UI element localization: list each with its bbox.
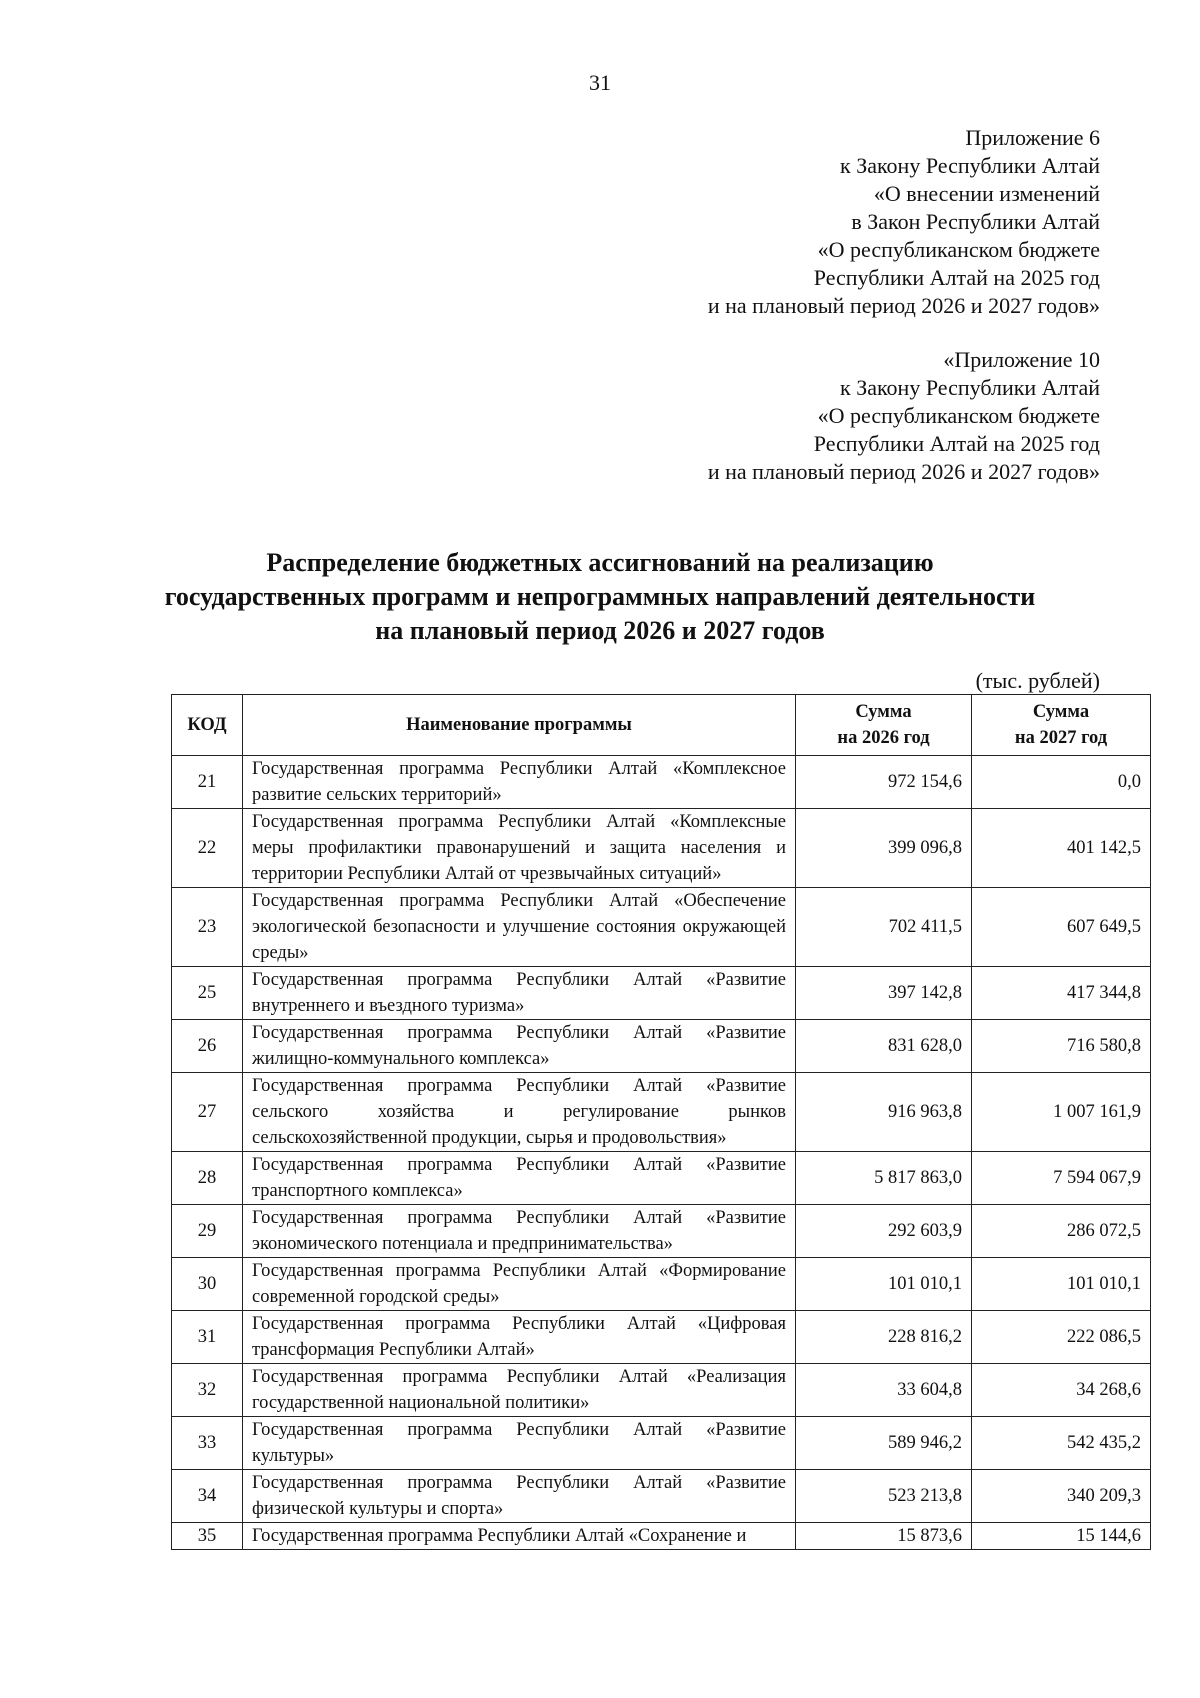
- appendix-line: и на плановый период 2026 и 2027 годов»: [707, 459, 1100, 484]
- sum-2027-cell: 15 144,6: [972, 1523, 1151, 1550]
- sum-2027-cell: 401 142,5: [972, 809, 1151, 888]
- header-sum-2027: [972, 695, 1151, 756]
- page-number: 31: [589, 70, 611, 95]
- program-name-cell: Государственная программа Республики Алтай «Обеспечение экологической безопасности и улучшение состояния окружающей среды»: [243, 888, 796, 967]
- program-name-cell: Государственная программа Республики Алтай «Комплексные меры профилактики правонарушений и защита населения и территории Республики Алтай от чрезвычайных ситуаций»: [243, 809, 796, 888]
- program-name-cell: Государственная программа Республики Алтай «Комплексное развитие сельских территорий»: [243, 756, 796, 809]
- sum-2027-cell: 607 649,5: [972, 888, 1151, 967]
- code-cell: 33: [172, 1417, 243, 1470]
- code-cell: 30: [172, 1258, 243, 1311]
- sum-2027-cell: 417 344,8: [972, 967, 1151, 1020]
- code-cell: 27: [172, 1073, 243, 1152]
- program-name-cell: Государственная программа Республики Алтай «Развитие экономического потенциала и предпринимательства»: [243, 1205, 796, 1258]
- title-line: Распределение бюджетных ассигнований на реализацию: [266, 548, 934, 577]
- appendix-line: Республики Алтай на 2025 год: [813, 265, 1100, 290]
- appendix-line: к Закону Республики Алтай: [840, 153, 1100, 178]
- sum-2026-cell: 523 213,8: [796, 1470, 972, 1523]
- code-cell: 34: [172, 1470, 243, 1523]
- table-row: [172, 967, 1151, 1020]
- sum-2026-cell: 101 010,1: [796, 1258, 972, 1311]
- header-sum-2026-line2: на 2026 год: [837, 728, 930, 748]
- table-row: [172, 888, 1151, 967]
- header-name: Наименование программы: [243, 695, 796, 756]
- program-name-cell: Государственная программа Республики Алтай «Развитие сельского хозяйства и регулирование рынков сельскохозяйственной продукции, сырья и продовольствия»: [243, 1073, 796, 1152]
- code-cell: 28: [172, 1152, 243, 1205]
- sum-2026-cell: 589 946,2: [796, 1417, 972, 1470]
- sum-2027-cell: 286 072,5: [972, 1205, 1151, 1258]
- table-row: [172, 756, 1151, 809]
- appendix-6-reference: [708, 124, 1100, 320]
- header-sum-2026: [796, 695, 972, 756]
- table-row: [172, 1417, 1151, 1470]
- code-cell: 21: [172, 756, 243, 809]
- table-row: [172, 1205, 1151, 1258]
- program-name-cell: Государственная программа Республики Алтай «Цифровая трансформация Республики Алтай»: [243, 1311, 796, 1364]
- unit-note: (тыс. рублей): [975, 668, 1100, 693]
- code-cell: 35: [172, 1523, 243, 1550]
- program-name-cell: Государственная программа Республики Алтай «Развитие физической культуры и спорта»: [243, 1470, 796, 1523]
- sum-2027-cell: 222 086,5: [972, 1311, 1151, 1364]
- sum-2027-cell: 1 007 161,9: [972, 1073, 1151, 1152]
- code-cell: 31: [172, 1311, 243, 1364]
- sum-2026-cell: 831 628,0: [796, 1020, 972, 1073]
- sum-2027-cell: 0,0: [972, 756, 1151, 809]
- sum-2027-cell: 340 209,3: [972, 1470, 1151, 1523]
- appendix-line: «Приложение 10: [943, 347, 1100, 372]
- budget-table: [171, 694, 1151, 1550]
- code-cell: 26: [172, 1020, 243, 1073]
- sum-2026-cell: 33 604,8: [796, 1364, 972, 1417]
- sum-2026-cell: 399 096,8: [796, 809, 972, 888]
- sum-2027-cell: 542 435,2: [972, 1417, 1151, 1470]
- sum-2026-cell: 15 873,6: [796, 1523, 972, 1550]
- appendix-10-reference: [708, 346, 1100, 486]
- sum-2026-cell: 397 142,8: [796, 967, 972, 1020]
- program-name-cell: Государственная программа Республики Алтай «Реализация государственной национальной политики»: [243, 1364, 796, 1417]
- sum-2026-cell: 702 411,5: [796, 888, 972, 967]
- table-row: [172, 1311, 1151, 1364]
- sum-2026-cell: 972 154,6: [796, 756, 972, 809]
- appendix-line: «О внесении изменений: [873, 181, 1100, 206]
- appendix-line: Республики Алтай на 2025 год: [813, 431, 1100, 456]
- sum-2027-cell: 7 594 067,9: [972, 1152, 1151, 1205]
- header-sum-2027-line2: на 2027 год: [1014, 728, 1108, 748]
- code-cell: 22: [172, 809, 243, 888]
- sum-2027-cell: 716 580,8: [972, 1020, 1151, 1073]
- appendix-line: к Закону Республики Алтай: [840, 375, 1100, 400]
- sum-2027-cell: 101 010,1: [972, 1258, 1151, 1311]
- table-row: [172, 1073, 1151, 1152]
- program-name-cell: Государственная программа Республики Алтай «Развитие жилищно-коммунального комплекса»: [243, 1020, 796, 1073]
- header-code: КОД: [172, 695, 243, 756]
- code-cell: 23: [172, 888, 243, 967]
- title-line: государственных программ и непрограммных направлений деятельности: [164, 582, 1036, 611]
- table-row: [172, 809, 1151, 888]
- title-line: на плановый период 2026 и 2027 годов: [375, 616, 825, 645]
- code-cell: 32: [172, 1364, 243, 1417]
- code-cell: 25: [172, 967, 243, 1020]
- sum-2027-cell: 34 268,6: [972, 1364, 1151, 1417]
- program-name-cell: Государственная программа Республики Алтай «Формирование современной городской среды»: [243, 1258, 796, 1311]
- table-row: [172, 1470, 1151, 1523]
- table-row: [172, 1152, 1151, 1205]
- table-header-row: [172, 695, 1151, 756]
- sum-2026-cell: 292 603,9: [796, 1205, 972, 1258]
- program-name-cell: Государственная программа Республики Алтай «Развитие внутреннего и въездного туризма»: [243, 967, 796, 1020]
- appendix-line: «О республиканском бюджете: [817, 403, 1100, 428]
- sum-2026-cell: 228 816,2: [796, 1311, 972, 1364]
- header-sum-2026-line1: Сумма: [855, 702, 912, 722]
- appendix-line: в Закон Республики Алтай: [851, 209, 1100, 234]
- program-name-cell: Государственная программа Республики Алтай «Развитие культуры»: [243, 1417, 796, 1470]
- header-sum-2027-line1: Сумма: [1032, 702, 1090, 722]
- appendix-line: и на плановый период 2026 и 2027 годов»: [707, 293, 1100, 318]
- document-title: [100, 546, 1100, 648]
- program-name-cell: Государственная программа Республики Алтай «Развитие транспортного комплекса»: [243, 1152, 796, 1205]
- sum-2026-cell: 5 817 863,0: [796, 1152, 972, 1205]
- appendix-line: Приложение 6: [965, 125, 1100, 150]
- table-body: [172, 756, 1151, 1550]
- program-name-cell: Государственная программа Республики Алтай «Сохранение и: [243, 1523, 796, 1550]
- table-row: [172, 1258, 1151, 1311]
- sum-2026-cell: 916 963,8: [796, 1073, 972, 1152]
- appendix-line: «О республиканском бюджете: [817, 237, 1100, 262]
- table-row: [172, 1364, 1151, 1417]
- table-row: [172, 1523, 1151, 1550]
- table-row: [172, 1020, 1151, 1073]
- code-cell: 29: [172, 1205, 243, 1258]
